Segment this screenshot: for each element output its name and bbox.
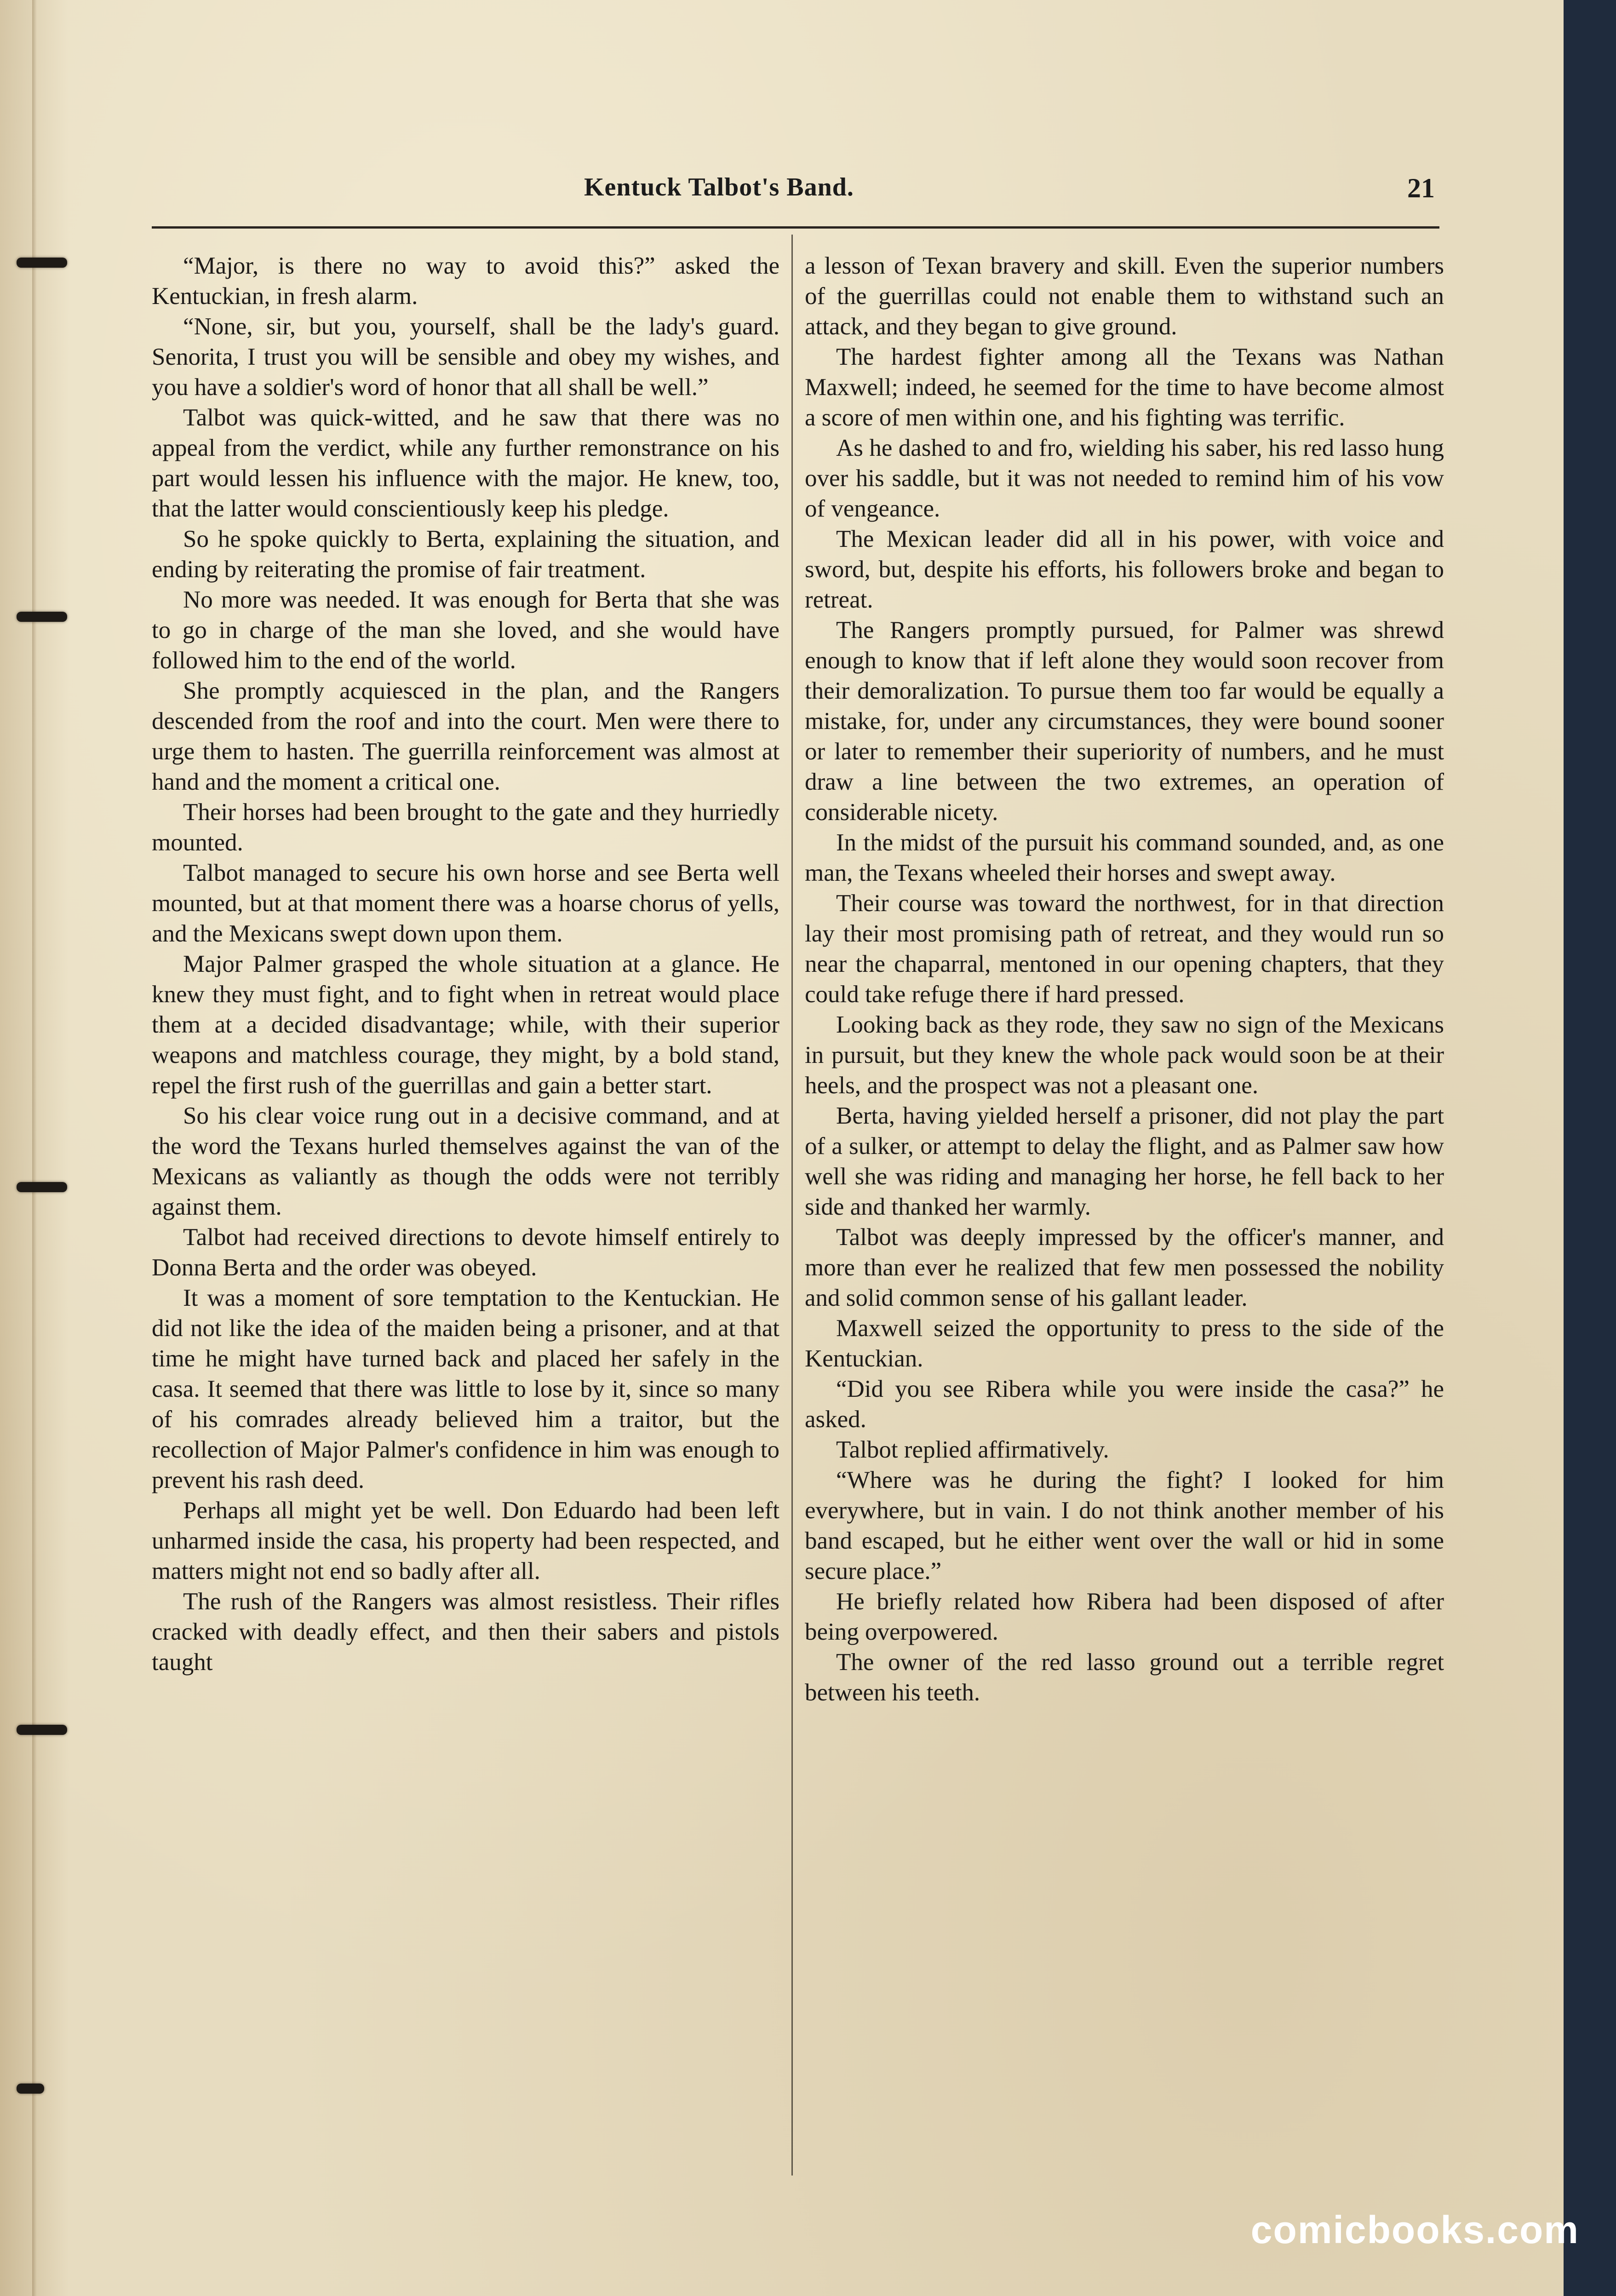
paragraph: The Mexican leader did all in his power, with voice and sword, but, despite his efforts, his followers broke and began to retreat.: [805, 526, 1444, 613]
binding-stitch: [17, 612, 67, 622]
paragraph: Talbot managed to secure his own horse and see Berta well mounted, but at that moment there was a hoarse chorus of yells, and the Mexicans swept down upon them.: [152, 860, 779, 947]
paragraph: In the midst of the pursuit his command sounded, and, as one man, the Texans wheeled their horses and swept away.: [805, 829, 1444, 886]
paragraph: Maxwell seized the opportunity to press to the side of the Kentuckian.: [805, 1315, 1444, 1372]
paragraph: The owner of the red lasso ground out a terrible regret between his teeth.: [805, 1649, 1444, 1706]
binding-stitch: [17, 1182, 67, 1192]
paragraph: Berta, having yielded herself a prisoner, did not play the part of a sulker, or attempt to delay the flight, and as Palmer saw how well she was riding and managing her horse, he fell back to her side and thanked her warmly.: [805, 1102, 1444, 1220]
paragraph: He briefly related how Ribera had been disposed of after being overpowered.: [805, 1588, 1444, 1645]
paragraph: The hardest fighter among all the Texans was Nathan Maxwell; indeed, he seemed for the time to have become almost a score of men within one, and his fighting was terrific.: [805, 344, 1444, 431]
paragraph: The Rangers promptly pursued, for Palmer was shrewd enough to know that if left alone they would soon recover from their demoralization. To pursue them too far would be equally a mistake, for, under any circumstances, they were bound sooner or later to remember their superiority of numbers, and he must draw a line between the two extremes, an operation of considerable nicety.: [805, 617, 1444, 826]
paragraph: Talbot was quick-witted, and he saw that there was no appeal from the verdict, while any further remonstrance on his part would lessen his influence with the major. He knew, too, that the latter would conscientiously keep his pledge.: [152, 404, 779, 522]
paragraph: Talbot replied affirmatively.: [836, 1436, 1109, 1463]
binding-stitch: [17, 1725, 67, 1735]
paragraph: No more was needed. It was enough for Berta that she was to go in charge of the man she loved, and she would have followed him to the end of the world.: [152, 586, 779, 674]
paragraph: Their horses had been brought to the gate and they hurriedly mounted.: [152, 799, 779, 856]
paragraph: “Major, is there no way to avoid this?” asked the Kentuckian, in fresh alarm.: [152, 253, 779, 310]
page-gutter: [32, 0, 37, 2296]
paragraph: She promptly acquiesced in the plan, and the Rangers descended from the roof and into the court. Men were there to urge them to hasten. The guerrilla reinforcement was almost at hand and the moment a critical one.: [152, 677, 779, 795]
paragraph: As he dashed to and fro, wielding his saber, his red lasso hung over his saddle, but it was not needed to remind him of his vow of vengeance.: [805, 435, 1444, 522]
paragraph: a lesson of Texan bravery and skill. Even the superior numbers of the guerrillas could not enable them to withstand such an attack, and they began to give ground.: [805, 253, 1444, 340]
page-number: 21: [1407, 173, 1435, 203]
paragraph: Talbot had received directions to devote himself entirely to Donna Berta and the order was obeyed.: [152, 1224, 779, 1281]
paragraph: “None, sir, but you, yourself, shall be the lady's guard. Senorita, I trust you will be sensible and obey my wishes, and you have a soldier's word of honor that all shall be well.”: [152, 313, 779, 401]
running-title: Kentuck Talbot's Band.: [584, 173, 854, 201]
right-column: [805, 251, 1444, 1708]
paragraph: Looking back as they rode, they saw no sign of the Mexicans in pursuit, but they knew the whole pack would soon be at their heels, and the prospect was not a pleasant one.: [805, 1011, 1444, 1099]
paragraph: Major Palmer grasped the whole situation at a glance. He knew they must fight, and to fight when in retreat would place them at a decided disadvantage; while, with their superior weapons and matchless courage, they might, by a bold stand, repel the first rush of the guerrillas and gain a better start.: [152, 951, 779, 1099]
binding-stitch: [17, 2084, 44, 2094]
paragraph: So his clear voice rung out in a decisive command, and at the word the Texans hurled themselves against the van of the Mexicans as valiantly as though the odds were not terribly against them.: [152, 1102, 779, 1220]
left-column: [152, 251, 779, 1677]
paragraph: “Did you see Ribera while you were inside the casa?” he asked.: [805, 1376, 1444, 1433]
paragraph: So he spoke quickly to Berta, explaining the situation, and ending by reiterating the promise of fair treatment.: [152, 526, 779, 583]
header-rule: [152, 226, 1439, 229]
paragraph: The rush of the Rangers was almost resistless. Their rifles cracked with deadly effect, and then their sabers and pistols taught: [152, 1588, 779, 1676]
site-watermark: comicbooks.com: [1250, 2208, 1579, 2251]
page-header: [152, 172, 1435, 214]
column-divider: [791, 235, 793, 2175]
paragraph: Perhaps all might yet be well. Don Eduardo had been left unharmed inside the casa, his property had been respected, and matters might not end so badly after all.: [152, 1497, 779, 1584]
paragraph: It was a moment of sore temptation to the Kentuckian. He did not like the idea of the maiden being a prisoner, and at that time he might have turned back and placed her safely in the casa. It seemed that there was little to lose by it, since so many of his comrades already believed him a traitor, but the recollection of Major Palmer's confidence in him was enough to prevent his rash deed.: [152, 1285, 779, 1493]
paragraph: Their course was toward the northwest, for in that direction lay their most promising path of retreat, and they would run so near the chaparral, mentoned in our opening chapters, that they could take refuge there if hard pressed.: [805, 890, 1444, 1008]
binding-stitch: [17, 258, 67, 268]
paragraph: Talbot was deeply impressed by the officer's manner, and more than ever he realized that few men possessed the nobility and solid common sense of his gallant leader.: [805, 1224, 1444, 1311]
paragraph: “Where was he during the fight? I looked for him everywhere, but in vain. I do not think another member of his band escaped, but he either went over the wall or hid in some secure place.”: [805, 1467, 1444, 1584]
